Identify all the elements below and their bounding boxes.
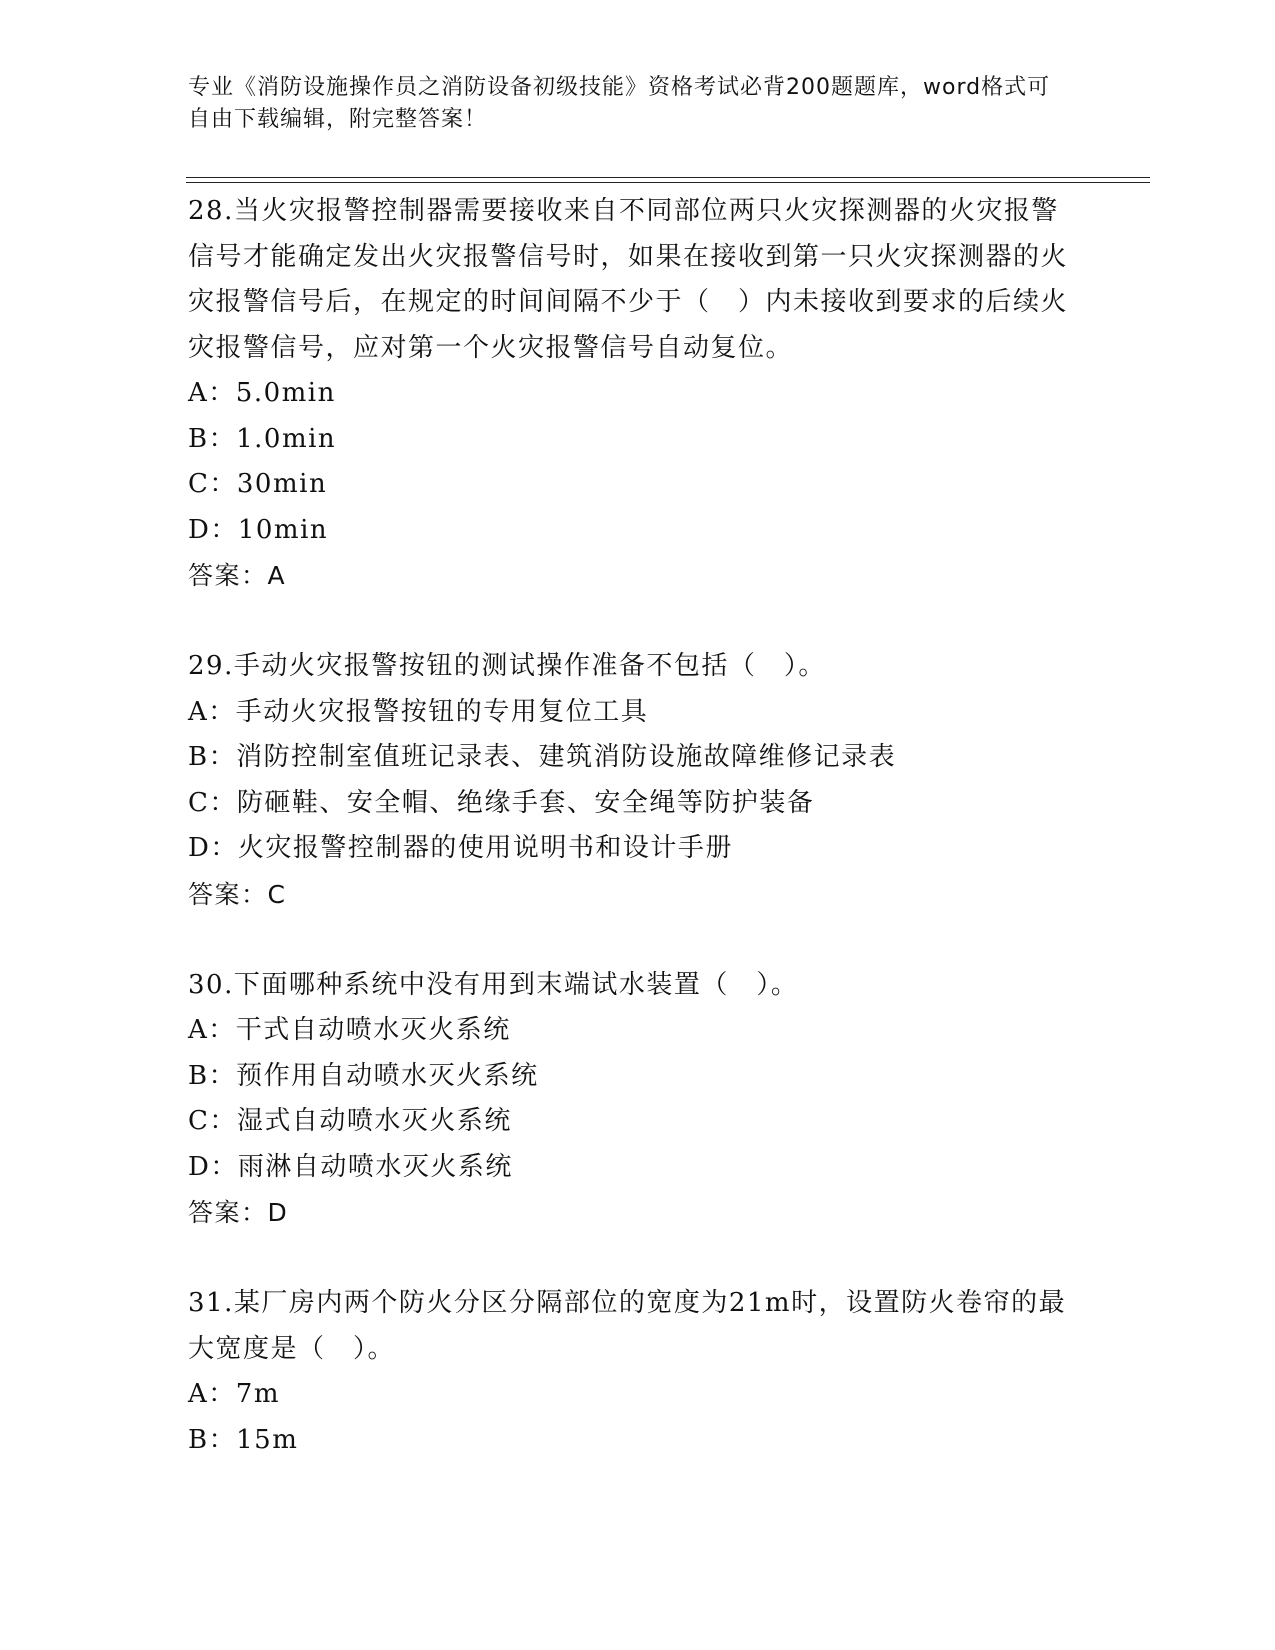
answer: 答案：C bbox=[188, 879, 287, 909]
question-spacer bbox=[188, 599, 1068, 645]
question-stem: 28.当火灾报警控制器需要接收来自不同部位两只火灾探测器的火灾报警信号才能确定发出火灾报警信号时，如果在接收到第一只火灾探测器的火灾报警信号后，在规定的时间间隔不少于（ ）内未接收到要求的后续火灾报警信号，应对第一个火灾报警信号自动复位。 bbox=[188, 196, 1069, 363]
option-c: C：湿式自动喷水灭火系统 bbox=[188, 1106, 512, 1136]
header-divider-line bbox=[186, 177, 1150, 178]
option-d: D：火灾报警控制器的使用说明书和设计手册 bbox=[188, 833, 733, 863]
question-29 bbox=[188, 644, 1068, 917]
option-a: A：手动火灾报警按钮的专用复位工具 bbox=[188, 696, 649, 727]
question-stem: 31.某厂房内两个防火分区分隔部位的宽度为21m时，设置防火卷帘的最大宽度是（ ）。 bbox=[188, 1288, 1067, 1364]
option-c: C：30min bbox=[188, 469, 328, 499]
answer: 答案：A bbox=[188, 561, 287, 590]
question-list bbox=[188, 189, 1068, 1463]
option-a: A：7m bbox=[188, 1379, 280, 1409]
option-b: B：15m bbox=[188, 1424, 299, 1455]
question-spacer bbox=[188, 1236, 1068, 1282]
question-spacer bbox=[188, 917, 1068, 963]
header-divider-line-secondary bbox=[186, 182, 1150, 183]
option-b: B：预作用自动喷水灭火系统 bbox=[188, 1060, 539, 1091]
option-a: A：5.0min bbox=[188, 378, 336, 408]
question-stem: 29.手动火灾报警按钮的测试操作准备不包括（ ）。 bbox=[188, 651, 826, 681]
question-30 bbox=[188, 963, 1068, 1236]
question-stem: 30.下面哪种系统中没有用到末端试水装置（ ）。 bbox=[188, 969, 799, 1000]
document-header: 专业《消防设施操作员之消防设备初级技能》资格考试必背200题题库，word格式可自由下载编辑，附完整答案！ bbox=[188, 75, 1051, 132]
option-d: D：10min bbox=[188, 514, 329, 545]
answer: 答案：D bbox=[188, 1198, 289, 1227]
option-c: C：防砸鞋、安全帽、绝缘手套、安全绳等防护装备 bbox=[188, 787, 815, 818]
question-31 bbox=[188, 1281, 1068, 1463]
option-b: B：1.0min bbox=[188, 423, 337, 454]
option-b: B：消防控制室值班记录表、建筑消防设施故障维修记录表 bbox=[188, 742, 897, 772]
question-28 bbox=[188, 189, 1068, 599]
option-d: D：雨淋自动喷水灭火系统 bbox=[188, 1151, 513, 1182]
option-a: A：干式自动喷水灭火系统 bbox=[188, 1015, 511, 1045]
